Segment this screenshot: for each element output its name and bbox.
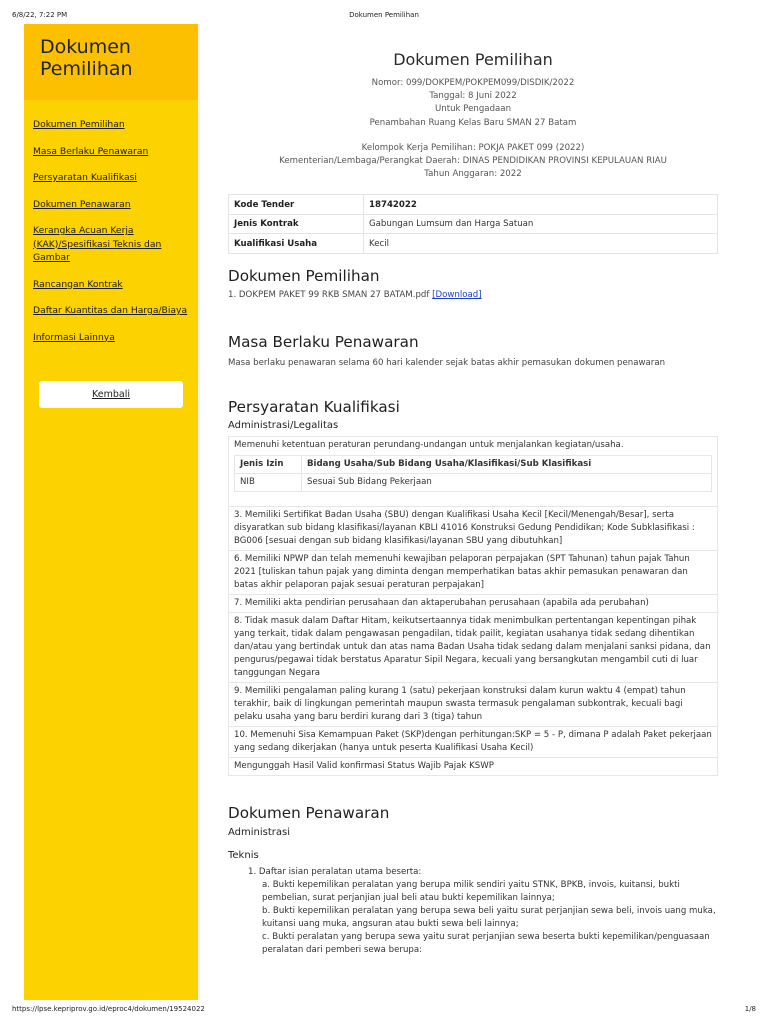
table-row: [235, 473, 712, 491]
requirement-text: 9. Memiliki pengalaman paling kurang 1 (satu) pekerjaan konstruksi dalam kurun waktu 4 (empat) tahun terakhir, baik di lingkungan pemerintah maupun swasta termasuk pengalaman subkontrak, kecuali bagi pelaku usaha yang baru berdiri kurang dari 3 (tiga) tahun: [229, 682, 718, 726]
nav-kak-spesifikasi[interactable]: Kerangka Acuan Kerja (KAK)/Spesifikasi Teknis dan Gambar: [33, 225, 162, 263]
info-value: 18742022: [364, 195, 718, 215]
info-key: Jenis Kontrak: [229, 214, 364, 234]
main-content: [200, 24, 744, 1000]
section-title-dokumen-pemilihan: Dokumen Pemilihan: [228, 266, 380, 285]
nav-rancangan-kontrak[interactable]: Rancangan Kontrak: [33, 278, 123, 290]
print-header: [0, 0, 768, 24]
info-value: Gabungan Lumsum dan Harga Satuan: [364, 214, 718, 234]
nav-informasi-lainnya[interactable]: Informasi Lainnya: [33, 331, 115, 343]
masa-berlaku-text: Masa berlaku penawaran selama 60 hari kalender sejak batas akhir pemasukan dokumen penawaran: [228, 357, 666, 368]
table-row: [229, 195, 718, 215]
print-date: 6/8/22, 7:22 PM: [12, 11, 68, 19]
requirement-text: 3. Memiliki Sertifikat Badan Usaha (SBU) dengan Kualifikasi Usaha Kecil [Kecil/Menengah/Besar], serta disyaratkan sub bidang klasifikasi/layanan KBLI 41016 Konstruksi Gedung Pendidikan; Kode Subklasifikasi : BG006 [sesuai dengan sub bidang klasifikasi/layanan SBU yang dibutuhkan]: [229, 506, 718, 550]
requirement-text: 6. Memiliki NPWP dan telah memenuhi kewajiban pelaporan perpajakan (SPT Tahunan) tahun pajak Tahun 2021 [tuliskan tahun pajak yang diminta dengan memperhatikan batas akhir pemasukan penawaran dan batas akhir pelaporan pajak sesuai peraturan perpajakan]: [229, 550, 718, 594]
document-number: Nomor: 099/DOKPEM/POKPEM099/DISDIK/2022: [371, 78, 575, 88]
nav-dokumen-pemilihan[interactable]: Dokumen Pemilihan: [33, 119, 125, 130]
nav-dokumen-penawaran[interactable]: Dokumen Penawaran: [33, 198, 131, 210]
download-link[interactable]: [Download]: [432, 289, 482, 300]
section-title-masa-berlaku: Masa Berlaku Penawaran: [228, 332, 419, 351]
procurement-for: Untuk Pengadaan: [434, 104, 512, 115]
subsection-administrasi: Administrasi: [228, 826, 291, 838]
document-file-line: [228, 289, 718, 302]
sidebar: [24, 24, 198, 1000]
table-row: [229, 682, 718, 726]
print-footer: [0, 1000, 768, 1024]
nav-daftar-kuantitas[interactable]: Daftar Kuantitas dan Harga/Biaya: [33, 305, 188, 316]
teknis-list: [228, 866, 718, 957]
list-item: b. Bukti kepemilikan peralatan yang berupa sewa beli yaitu surat perjanjian sewa beli, invois uang muka, kuitansi uang muka, angsuran atau bukti sewa beli lainnya;: [262, 905, 716, 929]
back-button[interactable]: Kembali: [39, 381, 183, 408]
nav-masa-berlaku-penawaran[interactable]: Masa Berlaku Penawaran: [33, 145, 149, 157]
info-key: Kualifikasi Usaha: [229, 234, 364, 254]
subsection-administrasi-legalitas: Administrasi/Legalitas: [228, 419, 339, 431]
list-item: c. Bukti peralatan yang berupa sewa yaitu surat perjanjian sewa beserta bukti kepemilikan/penguasaan peralatan dari pemberi sewa berupa:: [262, 931, 710, 955]
fiscal-year: Tahun Anggaran: 2022: [424, 169, 522, 180]
sidebar-nav: [24, 100, 198, 344]
print-page-number: 1/8: [744, 1005, 756, 1013]
table-row: [229, 550, 718, 594]
table-row: [229, 506, 718, 550]
table-row: [229, 612, 718, 682]
brand-title: Dokumen Pemilihan: [40, 36, 133, 80]
document-date: Tanggal: 8 Juni 2022: [429, 91, 517, 102]
table-row: [229, 234, 718, 254]
list-item: a. Bukti kepemilikan peralatan yang berupa milik sendiri yaitu STNK, BPKB, invois, kuitansi, bukti pembelian, surat perjanjian jual beli atau bukti kepemilikan lainnya;: [262, 879, 680, 903]
table-row: [229, 436, 718, 506]
table-row: [235, 455, 712, 473]
requirements-table: [228, 436, 718, 776]
info-value: Kecil: [364, 234, 718, 254]
tender-info-table: [228, 194, 718, 254]
nav-persyaratan-kualifikasi[interactable]: Persyaratan Kualifikasi: [33, 172, 137, 183]
requirement-text: 10. Memenuhi Sisa Kemampuan Paket (SKP)dengan perhitungan:SKP = 5 - P, dimana P adalah Paket pekerjaan yang sedang dikerjakan (hanya untuk peserta Kualifikasi Usaha Kecil): [229, 726, 718, 757]
document-title: Dokumen Pemilihan: [393, 50, 553, 69]
requirement-text: Mengunggah Hasil Valid konfirmasi Status Wajib Pajak KSWP: [229, 757, 718, 775]
info-key: Kode Tender: [229, 195, 364, 215]
procurement-name: Penambahan Ruang Kelas Baru SMAN 27 Batam: [369, 117, 577, 128]
agency: Kementerian/Lembaga/Perangkat Daerah: DINAS PENDIDIKAN PROVINSI KEPULAUAN RIAU: [279, 156, 667, 167]
permit-header: Jenis Izin: [235, 455, 302, 473]
permit-cell: NIB: [235, 473, 302, 491]
working-group: Kelompok Kerja Pemilihan: POKJA PAKET 099 (2022): [361, 142, 585, 153]
list-item: 1. Daftar isian peralatan utama beserta:: [248, 866, 422, 877]
table-row: [229, 757, 718, 775]
section-title-persyaratan: Persyaratan Kualifikasi: [228, 397, 400, 416]
requirement-text: 8. Tidak masuk dalam Daftar Hitam, keikutsertaannya tidak menimbulkan pertentangan kepentingan pihak yang terkait, tidak dalam pengawasan pengadilan, tidak pailit, kegiatan usahanya tidak sedang dihentikan dan/atau yang bertindak untuk dan atas nama Badan Usaha tidak sedang dalam menjalani sanksi pidana, dan pengurus/pegawai tidak berstatus Aparatur Sipil Negara, kecuali yang bersangkutan mengambil cuti di luar tanggungan Negara: [229, 612, 718, 682]
requirement-text: 7. Memiliki akta pendirian perusahaan dan aktaperubahan perusahaan (apabila ada perubahan): [229, 594, 718, 612]
permit-cell: Sesuai Sub Bidang Pekerjaan: [302, 473, 712, 491]
section-title-dokumen-penawaran: Dokumen Penawaran: [228, 803, 390, 822]
print-url: https://lpse.kepriprov.go.id/eproc4/dokumen/19524022: [12, 1005, 205, 1013]
subsection-teknis: Teknis: [228, 849, 259, 861]
document-header: [228, 24, 718, 181]
document-page: [24, 24, 744, 1000]
document-file-name: 1. DOKPEM PAKET 99 RKB SMAN 27 BATAM.pdf: [228, 289, 430, 300]
permit-header: Bidang Usaha/Sub Bidang Usaha/Klasifikasi/Sub Klasifikasi: [302, 455, 712, 473]
table-row: [229, 594, 718, 612]
permit-table: [234, 455, 712, 492]
requirement-text: Memenuhi ketentuan peraturan perundang-undangan untuk menjalankan kegiatan/usaha.: [234, 439, 624, 450]
print-title: Dokumen Pemilihan: [349, 11, 419, 19]
sidebar-brand: [24, 24, 198, 100]
table-row: [229, 726, 718, 757]
table-row: [229, 214, 718, 234]
